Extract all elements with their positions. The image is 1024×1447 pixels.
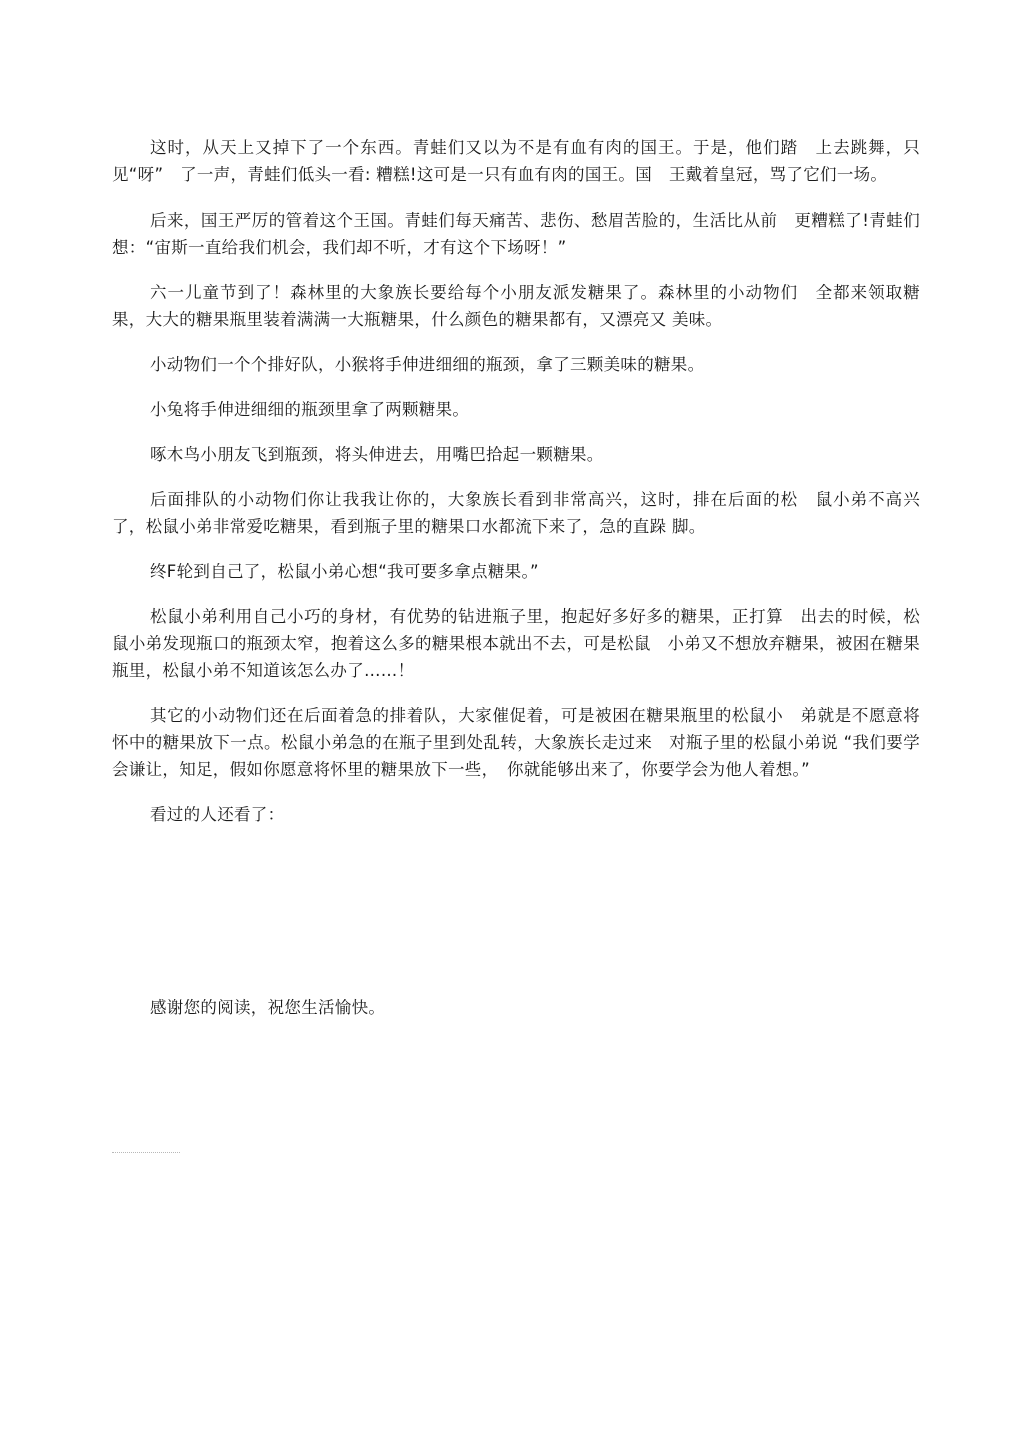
paragraph: 后面排队的小动物们你让我我让你的，大象族长看到非常高兴，这时，排在后面的松 鼠小弟不高兴了，松鼠小弟非常爱吃糖果，看到瓶子里的糖果口水都流下来了，急的直跺 脚。: [112, 490, 920, 536]
paragraph: 这时，从天上又掉下了一个东西。青蛙们又以为不是有血有肉的国王。于是，他们踏 上去跳舞，只见“呀” 了一声，青蛙们低头一看: 糟糕!这可是一只有血有肉的国王。国 王戴着皇冠，骂了它们一场。: [112, 138, 920, 184]
paragraph: 啄木鸟小朋友飞到瓶颈，将头伸进去，用嘴巴拾起一颗糖果。: [150, 445, 604, 464]
closing-text: 感谢您的阅读，祝您生活愉快。: [150, 998, 386, 1017]
footnote-divider: [112, 1152, 180, 1153]
paragraph: 松鼠小弟利用自己小巧的身材，有优势的钻进瓶子里，抱起好多好多的糖果，正打算 出去的时候，松鼠小弟发现瓶口的瓶颈太窄，抱着这么多的糖果根本就出不去，可是松鼠 小弟又不想放弃糖果，被困在糖果瓶里，松鼠小弟不知道该怎么办了……！: [112, 607, 920, 680]
document-body: [112, 134, 920, 1021]
paragraph: 其它的小动物们还在后面着急的排着队，大家催促着，可是被困在糖果瓶里的松鼠小 弟就是不愿意将怀中的糖果放下一点。松鼠小弟急的在瓶子里到处乱转，大象族长走过来 对瓶子里的松鼠小弟说 “我们要学会谦让，知足，假如你愿意将怀里的糖果放下一些， 你就能够出来了，你要学会为他人着想。”: [112, 706, 920, 779]
also-viewed-label: 看过的人还看了：: [150, 805, 285, 824]
paragraph: 小兔将手伸进细细的瓶颈里拿了两颗糖果。: [150, 400, 470, 419]
paragraph: 终F轮到自己了，松鼠小弟心想“我可要多拿点糖果。”: [150, 562, 539, 581]
paragraph: 小动物们一个个排好队，小猴将手伸进细细的瓶颈，拿了三颗美味的糖果。: [150, 355, 705, 374]
related-articles-area: [112, 828, 920, 994]
paragraph: 后来，国王严厉的管着这个王国。青蛙们每天痛苦、悲伤、愁眉苦脸的，生活比从前 更糟糕了!青蛙们想：“宙斯一直给我们机会，我们却不听，才有这个下场呀！”: [112, 211, 920, 257]
paragraph: 六一儿童节到了！森林里的大象族长要给每个小朋友派发糖果了。森林里的小动物们 全都来领取糖果，大大的糖果瓶里装着满满一大瓶糖果，什么颜色的糖果都有，又漂亮又 美味。: [112, 283, 920, 329]
